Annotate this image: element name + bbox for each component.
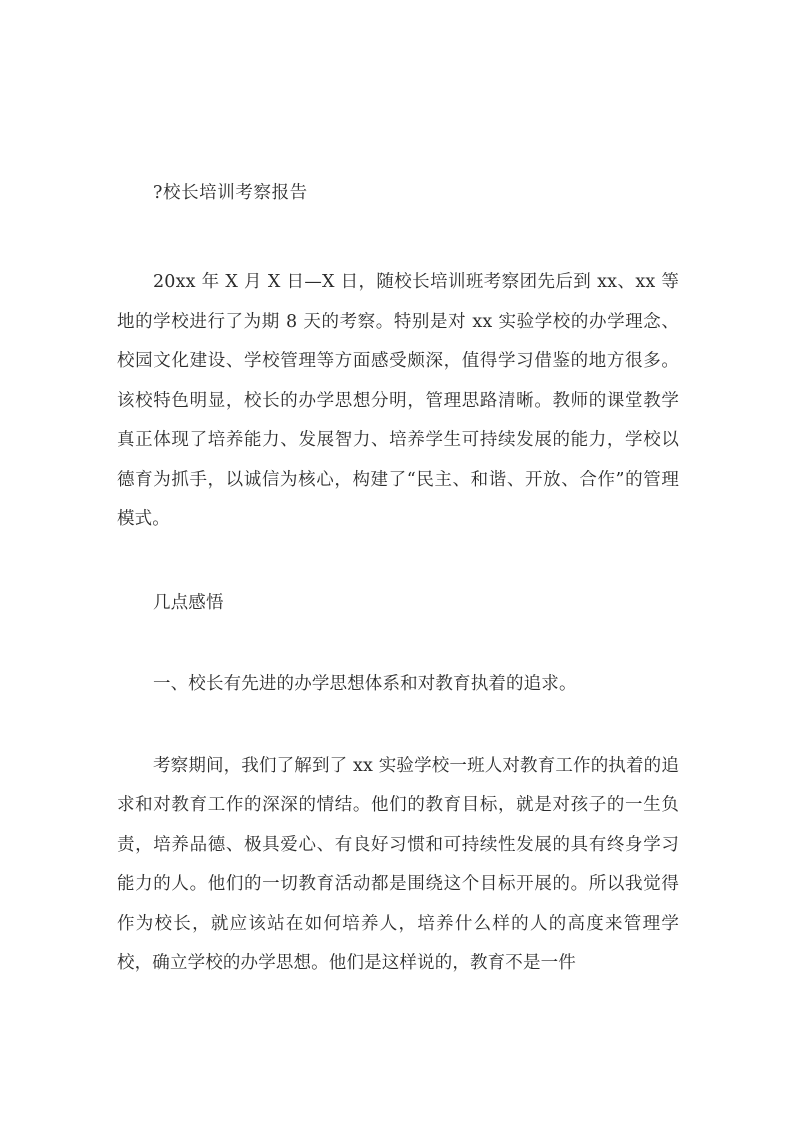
- paragraph-spacer-1: [117, 540, 679, 584]
- title-spacer: [117, 208, 679, 263]
- document-body: [117, 178, 679, 984]
- subsection-heading-point-one: 一、校长有先进的办学思想体系和对教育执着的追求。: [153, 674, 577, 694]
- section-heading-reflections: 几点感悟: [153, 592, 224, 613]
- paragraph-point-one-body: 考察期间，我们了解到了 xx 实验学校一班人对教育工作的执着的追求和对教育工作的深深的情结。他们的教育目标，就是对孩子的一生负责，培养品德、极具爱心、有良好习惯和可持续性发展的具有终身学习能力的人。他们的一切教育活动都是围绕这个目标开展的。所以我觉得作为校长，就应该站在如何培养人，培养什么样的人的高度来管理学校，确立学校的办学思想。他们是这样说的，教育不是一件: [117, 755, 679, 973]
- paragraph-spacer-2: [117, 623, 679, 665]
- paragraph-intro: 20xx 年 X 月 X 日—X 日，随校长培训班考察团先后到 xx、xx 等地的学校进行了为期 8 天的考察。特别是对 xx 实验学校的办学理念、校园文化建设、学校管理等方面感受颇深，值得学习借鉴的地方很多。该校特色明显，校长的办学思想分明，管理思路清晰。教师的课堂教学真正体现了培养能力、发展智力、培养学生可持续发展的能力，学校以德育为抓手，以诚信为核心，构建了“民主、和谐、开放、合作”的管理模式。: [117, 272, 679, 529]
- paragraph-spacer-3: [117, 705, 679, 747]
- page-title: ?校长培训考察报告: [153, 183, 308, 203]
